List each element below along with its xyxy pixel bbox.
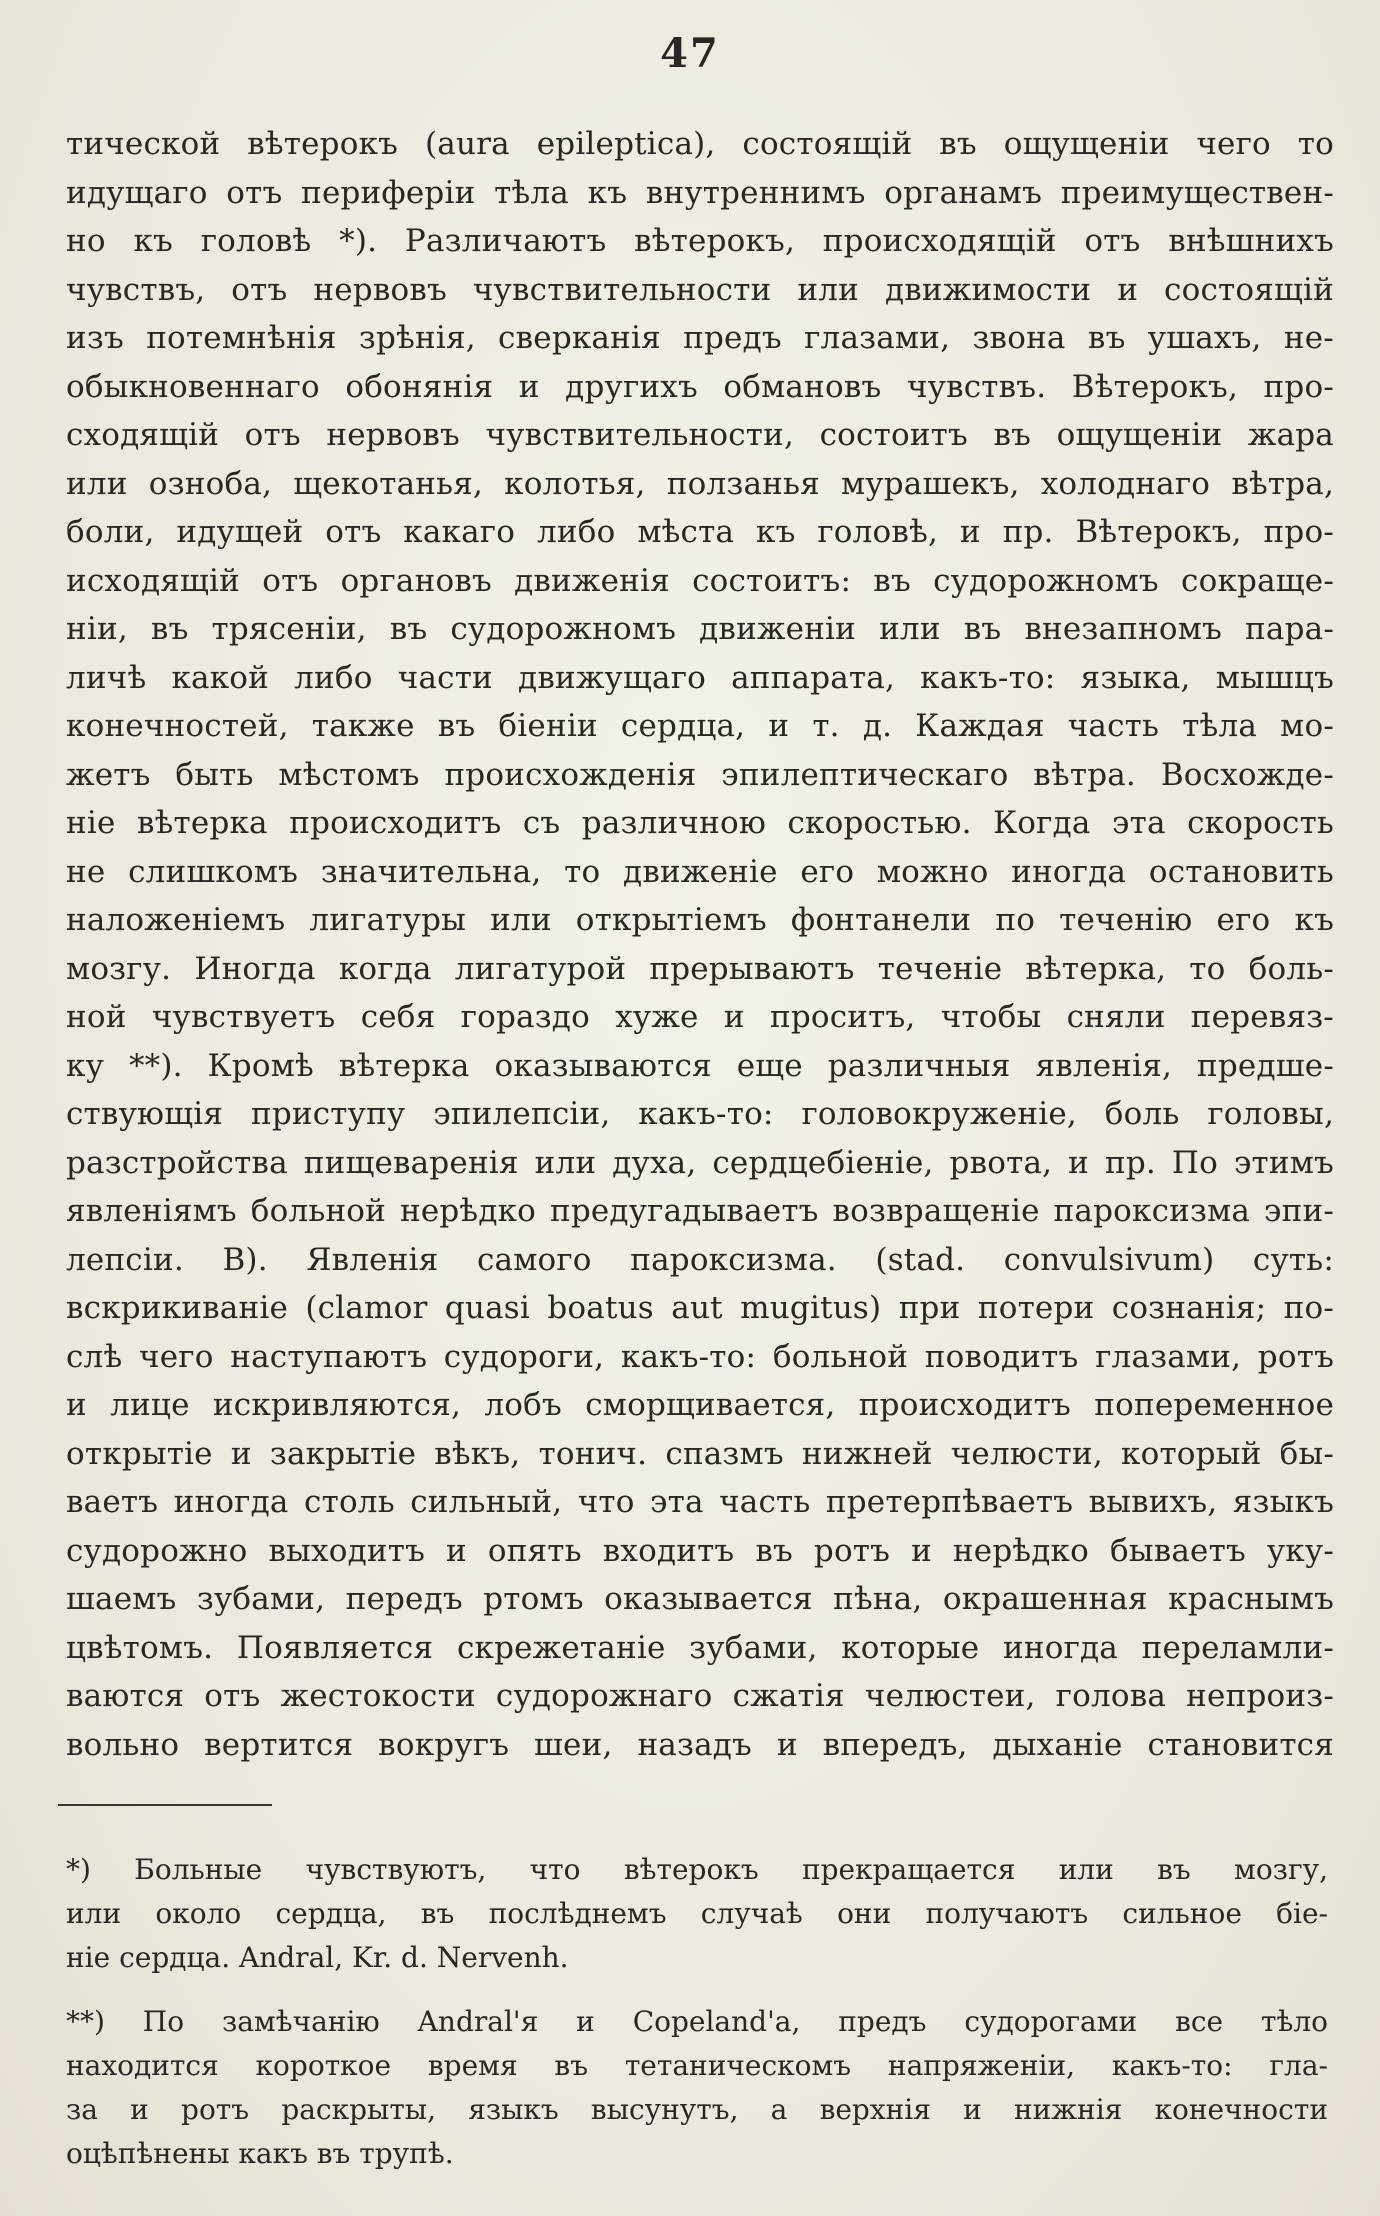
text-line: ваются отъ жестокости судорожнаго сжатія челюстеи, голова непроиз- xyxy=(66,1678,1334,1714)
text-line: явленіямъ больной нерѣдко предугадываетъ возвращеніе пароксизма эпи- xyxy=(66,1193,1334,1229)
text-line: шаемъ зубами, передъ ртомъ оказывается пѣна, окрашенная краснымъ xyxy=(66,1581,1334,1617)
text-line: личѣ какой либо части движущаго аппарата, какъ-то: языка, мышцъ xyxy=(66,659,1334,696)
text-line: но къ головѣ *). Различаютъ вѣтерокъ, происходящій отъ внѣшнихъ xyxy=(66,223,1334,259)
text-line: жетъ быть мѣстомъ происхожденія эпилептическаго вѣтра. Восхожде- xyxy=(66,756,1334,793)
text-line: не слишкомъ значительна, то движеніе его можно иногда остановить xyxy=(66,853,1334,890)
text-line: ніи, въ трясеніи, въ судорожномъ движеніи или въ внезапномъ пара- xyxy=(66,611,1334,647)
footnote-line: оцѣпѣнены какъ въ трупѣ. xyxy=(66,2137,454,2170)
footnote-line: или около сердца, въ послѣднемъ случаѣ они получаютъ сильное біе- xyxy=(66,1897,1328,1930)
text-line: чувствъ, отъ нервовъ чувствительности или движимости и состоящій xyxy=(66,271,1334,308)
text-line: вскрикиваніе (clamor quasi boatus aut mugitus) при потери сознанія; по- xyxy=(66,1290,1334,1326)
footnote-line: ніе сердца. Andral, Kr. d. Nervenh. xyxy=(66,1941,569,1974)
text-line: и лице искривляются, лобъ сморщивается, происходитъ попеременное xyxy=(66,1387,1334,1423)
footnote-line: находится короткое время въ тетаническомъ напряженіи, какъ-то: гла- xyxy=(66,2049,1328,2082)
text-line: слѣ чего наступаютъ судороги, какъ-то: больной поводитъ глазами, ротъ xyxy=(66,1338,1334,1375)
text-line: ваетъ иногда столь сильный, что эта часть претерпѣваетъ вывихъ, языкъ xyxy=(66,1484,1334,1520)
footnote-line: *) Больные чувствуютъ, что вѣтерокъ прекращается или въ мозгу, xyxy=(66,1853,1328,1886)
text-line: наложеніемъ лигатуры или открытіемъ фонтанели по теченію его къ xyxy=(66,902,1334,938)
text-line: цвѣтомъ. Появляется скрежетаніе зубами, которые иногда переламли- xyxy=(66,1629,1334,1666)
footnotes xyxy=(66,1848,1328,2176)
text-line: открытіе и закрытіе вѣкъ, тонич. спазмъ нижней челюсти, который бы- xyxy=(66,1435,1334,1472)
text-line: ку **). Кромѣ вѣтерка оказываются еще различныя явленія, предше- xyxy=(66,1047,1334,1084)
footnote-line: за и ротъ раскрыты, языкъ высунутъ, а верхнія и нижнія конечности xyxy=(66,2093,1328,2126)
text-line: тической вѣтерокъ (aura epileptica), состоящій въ ощущеніи чего то xyxy=(66,126,1334,162)
text-line: ной чувствуетъ себя гораздо хуже и проситъ, чтобы сняли перевяз- xyxy=(66,999,1334,1035)
text-line: вольно вертится вокругъ шеи, назадъ и впередъ, дыханіе становится xyxy=(66,1726,1334,1763)
text-line: судорожно выходитъ и опять входитъ въ ротъ и нерѣдко бываетъ уку- xyxy=(66,1532,1334,1569)
text-line: разстройства пищеваренія или духа, сердцебіеніе, рвота, и пр. По этимъ xyxy=(66,1144,1334,1181)
text-line: идущаго отъ периферіи тѣла къ внутреннимъ органамъ преимуществен- xyxy=(66,174,1334,211)
text-line: исходящій отъ органовъ движенія состоитъ: въ судорожномъ сокраще- xyxy=(66,562,1334,599)
text-line: обыкновеннаго обонянія и другихъ обмановъ чувствъ. Вѣтерокъ, про- xyxy=(66,368,1334,405)
text-line: ніе вѣтерка происходитъ съ различною скоростью. Когда эта скорость xyxy=(66,805,1334,841)
text-line: ствующія приступу эпилепсіи, какъ-то: головокруженіе, боль головы, xyxy=(66,1096,1334,1132)
text-line: или озноба, щекотанья, колотья, ползанья мурашекъ, холоднаго вѣтра, xyxy=(66,465,1334,502)
text-line: изъ потемнѣнія зрѣнія, сверканія предъ глазами, звона въ ушахъ, не- xyxy=(66,320,1334,356)
footnote-2 xyxy=(66,2000,1328,2176)
text-line: конечностей, также въ біеніи сердца, и т. д. Каждая часть тѣла мо- xyxy=(66,708,1334,744)
footnote-1 xyxy=(66,1848,1328,1980)
text-line: сходящій отъ нервовъ чувствительности, состоитъ въ ощущеніи жара xyxy=(66,417,1334,453)
text-line: мозгу. Иногда когда лигатурой прерываютъ теченіе вѣтерка, то боль- xyxy=(66,950,1334,987)
footnote-line: **) По замѣчанію Andral'я и Copeland'а, предъ судорогами все тѣло xyxy=(66,2005,1328,2038)
footnote-divider xyxy=(58,1804,272,1806)
page-number: 47 xyxy=(660,30,720,77)
text-line: лепсіи. B). Явленія самого пароксизма. (stad. convulsivum) суть: xyxy=(66,1241,1334,1278)
main-text xyxy=(66,120,1334,1769)
text-line: боли, идущей отъ какаго либо мѣста къ головѣ, и пр. Вѣтерокъ, про- xyxy=(66,514,1334,550)
